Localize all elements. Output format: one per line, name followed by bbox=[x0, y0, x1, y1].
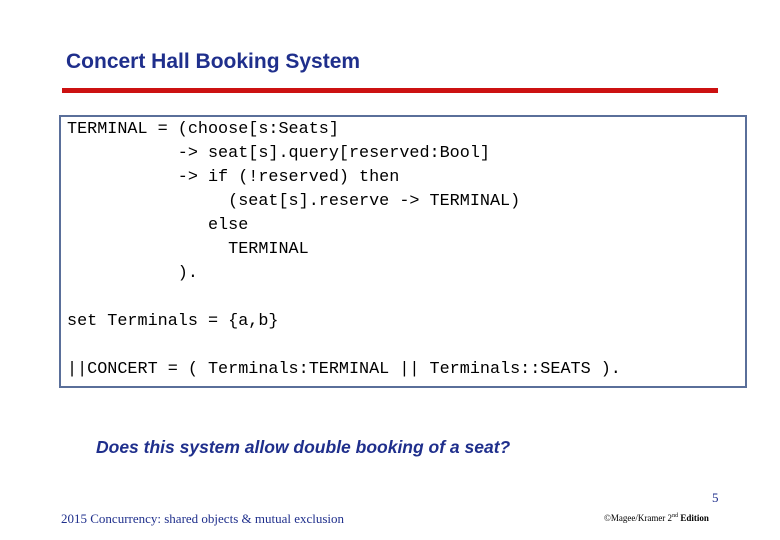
code-line: -> if (!reserved) then bbox=[67, 168, 400, 187]
copyright-prefix: ©Magee/Kramer 2 bbox=[604, 513, 673, 523]
question-text: Does this system allow double booking of a seat? bbox=[96, 437, 511, 457]
code-line: -> seat[s].query[reserved:Bool] bbox=[67, 144, 490, 163]
copyright-ordinal: nd bbox=[672, 513, 679, 519]
footer-course-text: 2015 Concurrency: shared objects & mutual exclusion bbox=[61, 511, 345, 526]
slide-title: Concert Hall Booking System bbox=[66, 50, 361, 73]
code-line: ||CONCERT = ( Terminals:TERMINAL || Terminals::SEATS ). bbox=[67, 360, 621, 379]
code-line: set Terminals = {a,b} bbox=[67, 312, 279, 331]
code-line: ). bbox=[67, 264, 198, 283]
code-block bbox=[67, 118, 621, 382]
footer-copyright bbox=[604, 513, 709, 523]
code-line: TERMINAL = (choose[s:Seats] bbox=[67, 120, 339, 139]
title-divider bbox=[62, 88, 718, 93]
code-line: (seat[s].reserve -> TERMINAL) bbox=[67, 192, 521, 211]
code-line: else bbox=[67, 216, 249, 235]
copyright-suffix: Edition bbox=[678, 513, 709, 523]
code-line: TERMINAL bbox=[67, 240, 309, 259]
page-number: 5 bbox=[712, 490, 719, 505]
